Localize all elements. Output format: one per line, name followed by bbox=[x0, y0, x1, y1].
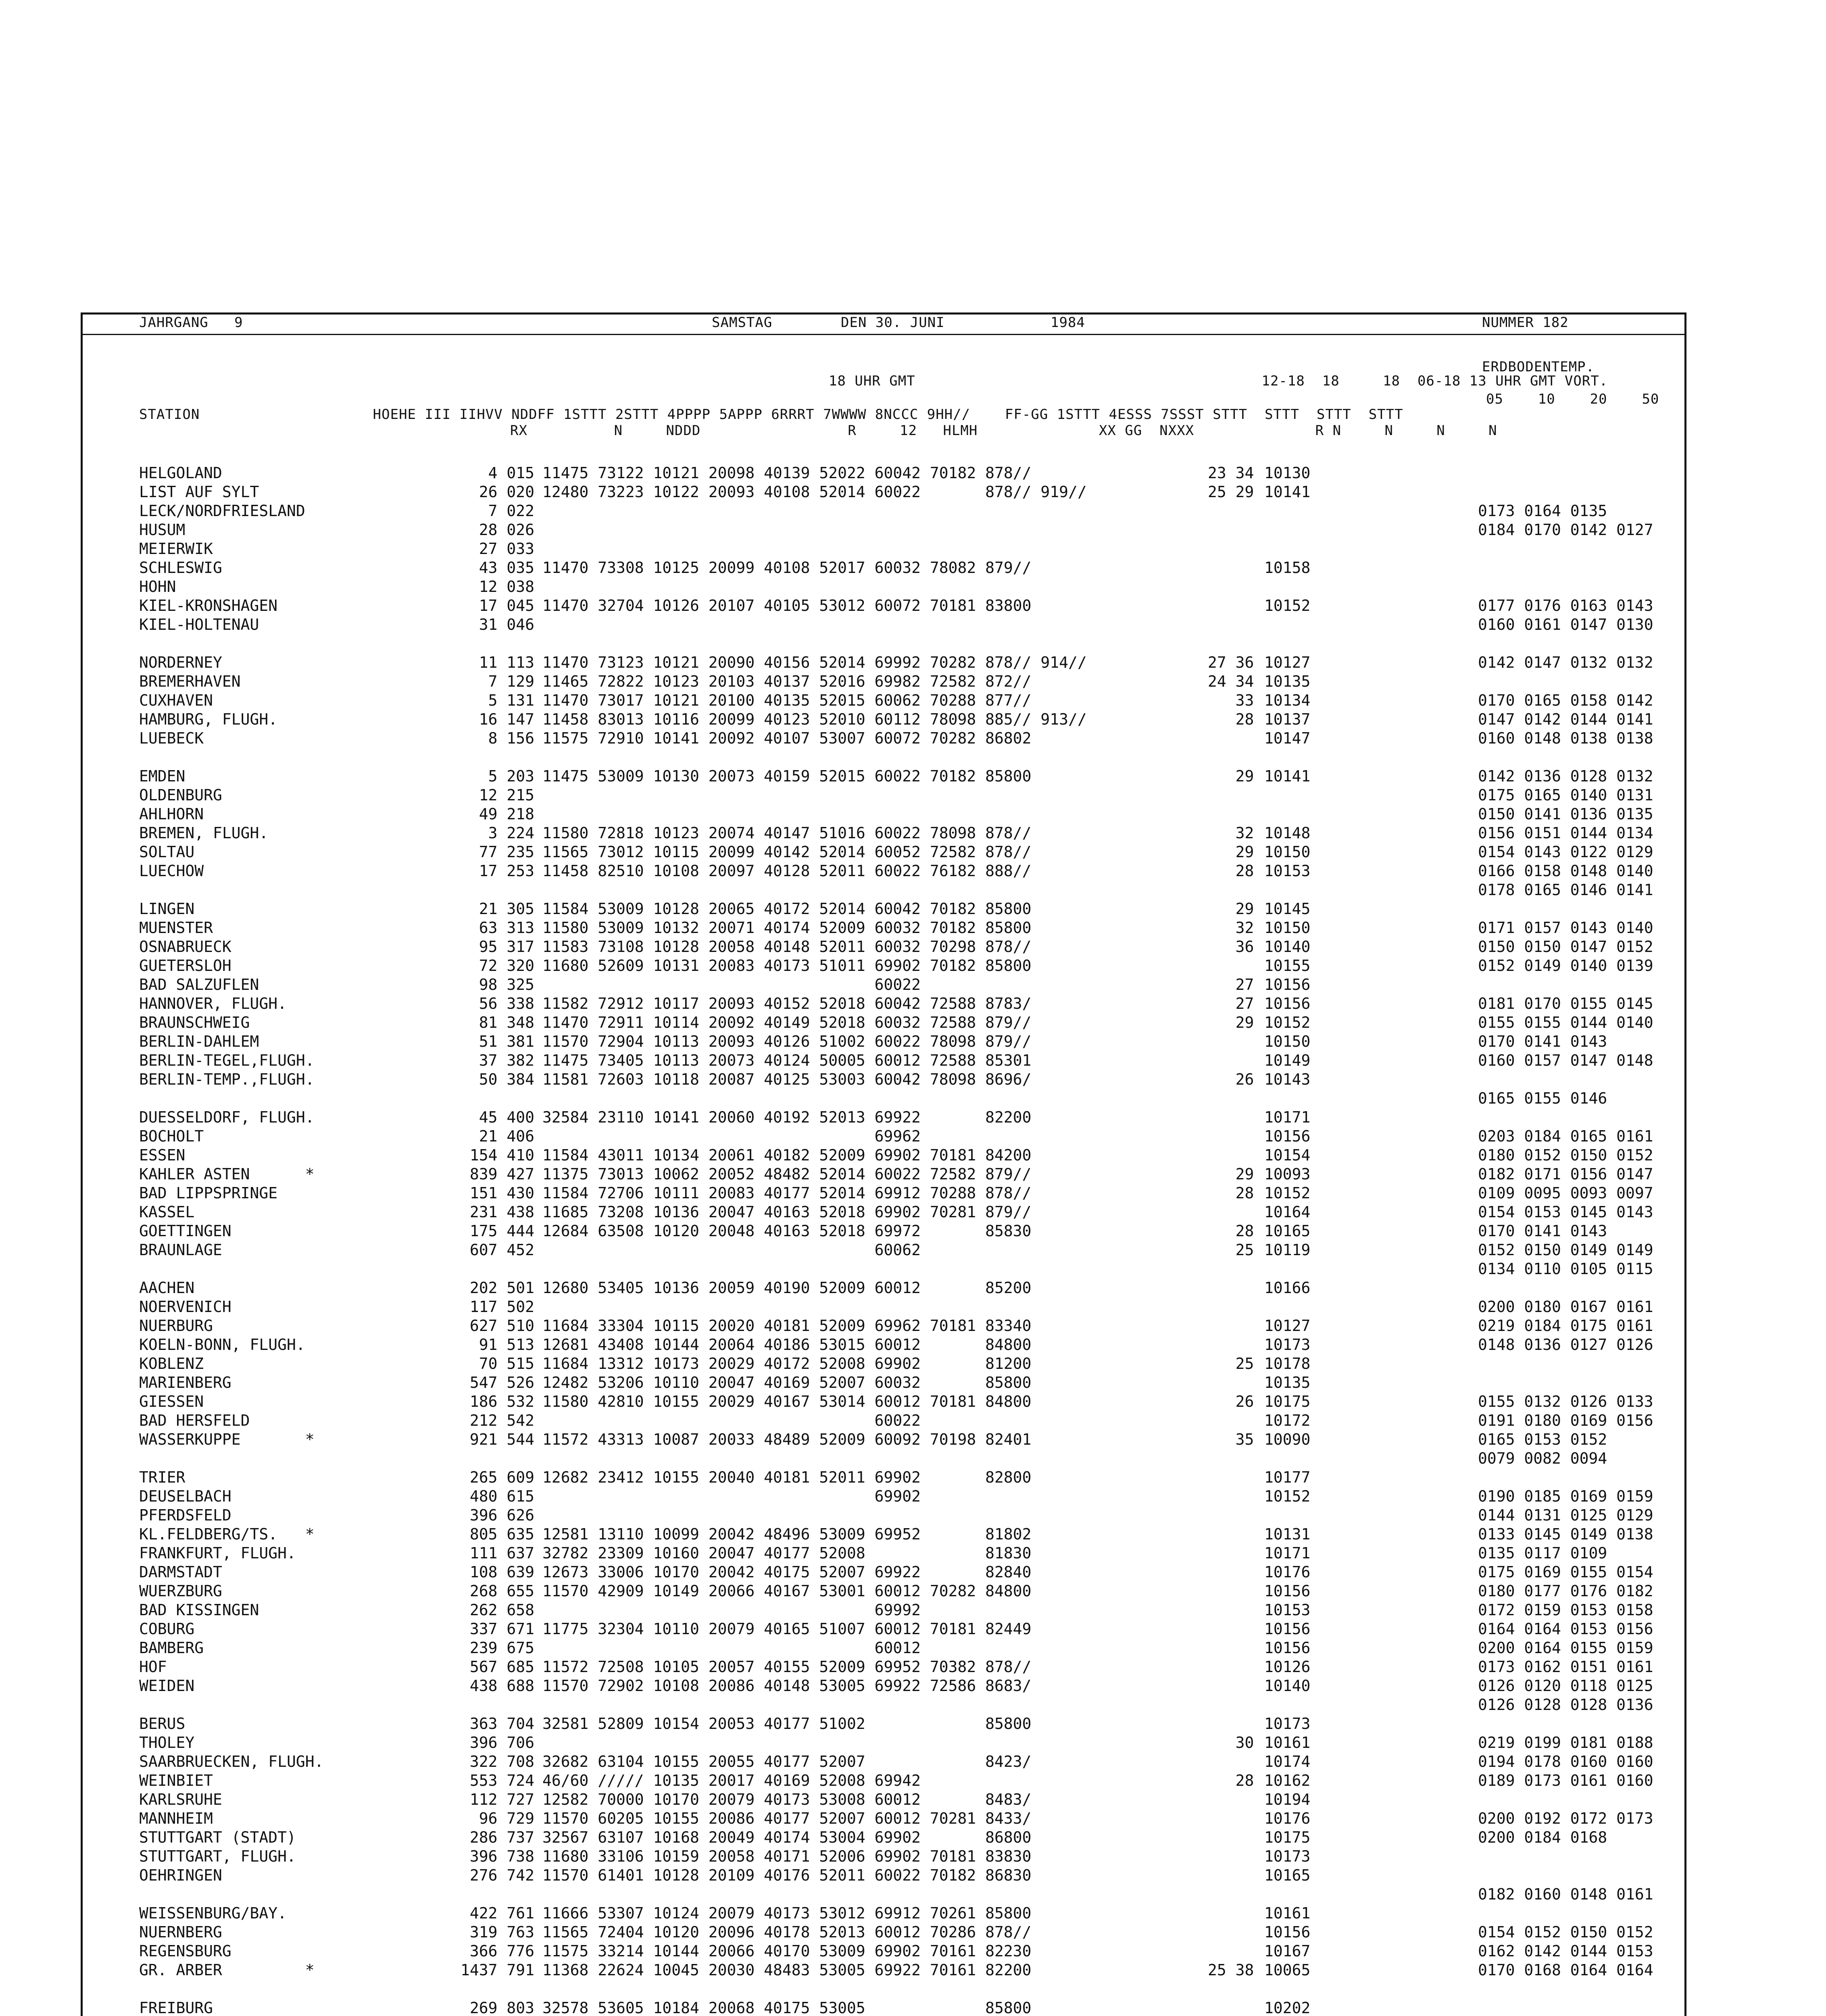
jahrgang-label: JAHRGANG 9 bbox=[139, 314, 243, 331]
column-codes-header: STATION HOEHE III IIHVV NDDFF 1STTT 2STTT 4PPPP 5APPP 6RRRT 7WWWW 8NCCC 9HH// FF-GG 1STTT 4ESSS 7SSST STTT STTT STTT STTT bbox=[139, 406, 1403, 423]
weekday-label: SAMSTAG bbox=[712, 314, 773, 331]
station-names: HELGOLAND LIST AUF SYLT LECK/NORDFRIESLAND HUSUM MEIERWIK SCHLESWIG HOHN KIEL-KRONSHAGEN KIEL-HOLTENAU NORDERNEY BREMERHAVEN CUXHAVEN HAMBURG, FLUGH. LUEBECK EMDEN OLDENBURG AHLHORN BREMEN, FLUGH. SOLTAU LUECHOW LINGEN MUENSTER OSNABRUECK GUETERSLOH BAD SALZUFLEN HANNOVER, FLUGH. BRAUNSCHWEIG BERLIN-DAHLEM BERLIN-TEGEL,FLUGH. BERLIN-TEMP.,FLUGH. DUESSELDORF, FLUGH. BOCHOLT ESSEN KAHLER ASTEN * BAD LIPPSPRINGE KASSEL GOETTINGEN BRAUNLAGE AACHEN NOERVENICH NUERBURG KOELN-BONN, FLUGH. KOBLENZ MARIENBERG GIESSEN BAD HERSFELD WASSERKUPPE * TRIER DEUSELBACH PFERDSFELD KL.FELDBERG/TS. * FRANKFURT, FLUGH. DARMSTADT WUERZBURG BAD KISSINGEN COBURG BAMBERG HOF WEIDEN BERUS THOLEY SAARBRUECKEN, FLUGH. WEINBIET KARLSRUHE MANNHEIM STUTTGART (STADT) STUTTGART, FLUGH. OEHRINGEN WEISSENBURG/BAY. NUERNBERG REGENSBURG GR. ARBER * FREIBURG bbox=[139, 464, 324, 2016]
date-label: DEN 30. JUNI bbox=[841, 314, 945, 331]
hoehe-column: 4 015 26 020 7 022 28 026 27 033 43 035 12 038 17 045 31 046 11 113 7 129 5 131 16 147 8 156 5 203 12 215 49 218 3 224 77 235 17 253 21 305 63 313 95 317 72 320 98 325 56 338 81 348 51 381 37 382 50 384 45 400 21 406 154 410 839 427 151 430 231 438 175 444 607 452 202 501 117 502 627 510 91 513 70 515 547 526 186 532 212 542 921 544 265 609 480 615 396 626 805 635 111 637 108 639 268 655 262 658 337 671 239 675 567 685 438 688 363 704 396 706 322 708 553 724 112 727 96 729 286 737 396 738 276 742 422 761 319 763 366 776 1437 791 269 803 bbox=[460, 464, 534, 2016]
column-units-header: RX N NDDD R 12 HLMH XX GG NXXX R N N N N bbox=[510, 423, 1497, 439]
snow-column bbox=[1313, 464, 1359, 2016]
wind-gust-column: 23 34 25 29 27 36 24 34 33 28 29 32 29 28 29 32 36 27 27 29 26 29 28 28 25 25 26 35 30 28 25 38 bbox=[1208, 464, 1254, 1979]
tmax-column: 10130 10141 10158 10152 10127 10135 10134 10137 10147 10141 10148 10150 10153 10145 10150 10140 10155 10156 10156 10152 10150 10149 10143 10171 10156 10154 10093 10152 10164 10165 10119 10166 10127 10173 10178 10135 10175 10172 10090 10177 10152 10131 10171 10176 10156 10153 10156 10156 10126 10140 10173 10161 10174 10162 10194 10176 10175 10173 10165 10161 10156 10167 10065 10202 bbox=[1264, 464, 1311, 2016]
issue-number: NUMMER 182 bbox=[1482, 314, 1569, 331]
soil-temp-title: ERDBODENTEMP. bbox=[1482, 359, 1595, 375]
synop-groups: 11475 73122 10121 20098 40139 52022 60042 70182 878// 12480 73223 10122 20093 40108 52014 60022 878// 919// 11470 73308 10125 20099 40108 52017 60032 78082 879// 11470 32704 10126 20107 40105 53012 60072 70181 83800 11470 73123 10121 20090 40156 52014 69992 70282 878// 914// 11465 72822 10123 20103 40137 52016 69982 72582 872// 11470 73017 10121 20100 40135 52015 60062 70288 877// 11458 83013 10116 20099 40123 52010 60112 78098 885// 913// 11575 72910 10141 20092 40107 53007 60072 70282 86802 11475 53009 10130 20073 40159 52015 60022 70182 85800 11580 72818 10123 20074 40147 51016 60022 78098 878// 11565 73012 10115 20099 40142 52014 60052 72582 878// 11458 82510 10108 20097 40128 52011 60022 76182 888// 11584 53009 10128 20065 40172 52014 60042 70182 85800 11580 53009 10132 20071 40174 52009 60032 70182 85800 11583 73108 10128 20058 40148 52011 60032 70298 878// 11680 52609 10131 20083 40173 51011 69902 70182 85800 60022 11582 72912 10117 20093 40152 52018 60042 72588 8783/ 11470 72911 10114 20092 40149 52018 60032 72588 879// 11570 72904 10113 20093 40126 51002 60022 78098 879// 11475 73405 10113 20073 40124 50005 60012 72588 85301 11581 72603 10118 20087 40125 53003 60042 78098 8696/ 32584 23110 10141 20060 40192 52013 69922 82200 69962 11584 43011 10134 20061 40182 52009 69902 70181 84200 11375 73013 10062 20052 48482 52014 60022 72582 879// 11584 72706 10111 20083 40177 52014 69912 70288 878// 11685 73208 10136 20047 40163 52018 69902 70281 879// 12684 63508 10120 20048 40163 52018 69972 85830 60062 12680 53405 10136 20059 40190 52009 60012 85200 11684 33304 10115 20020 40181 52009 69962 70181 83340 12681 43408 10144 20064 40186 53015 60012 84800 11684 13312 10173 20029 40172 52008 69902 81200 12482 53206 10110 20047 40169 52007 60032 85800 11580 42810 10155 20029 40167 53014 60012 70181 84800 60022 11572 43313 10087 20033 48489 52009 60092 70198 82401 12682 23412 10155 20040 40181 52011 69902 82800 69902 12581 13110 10099 20042 48496 53009 69952 81802 32782 23309 10160 20047 40177 52008 81830 12673 33006 10170 20042 40175 52007 69922 82840 11570 42909 10149 20066 40167 53001 60012 70282 84800 69992 11775 32304 10110 20079 40165 51007 60012 70181 82449 60012 11572 72508 10105 20057 40155 52009 69952 70382 878// 11570 72902 10108 20086 40148 53005 69922 72586 8683/ 32581 52809 10154 20053 40177 51002 85800 32682 63104 10155 20055 40177 52007 8423/ 46/60 ///// 10135 20017 40169 52008 69942 12582 70000 10170 20079 40173 53008 60012 8483/ 11570 60205 10155 20086 40177 52007 60012 70281 8433/ 32567 63107 10168 20049 40174 53004 69902 86800 11680 33106 10159 20058 40171 52006 69902 70181 83830 11570 61401 10128 20109 40176 52011 60022 70182 86830 11666 53307 10124 20079 40173 53012 69912 70261 85800 11565 72404 10120 20096 40178 52013 60012 70286 878// 11575 33214 10144 20066 40170 53009 69902 70161 82230 11368 22624 10045 20030 48483 53005 69922 70161 82200 32578 53605 10184 20068 40175 53005 85800 bbox=[542, 464, 1087, 2016]
weather-table bbox=[81, 312, 1686, 2016]
header-rule bbox=[83, 334, 1684, 335]
depth-header: 05 10 20 50 bbox=[1486, 391, 1659, 407]
year-label: 1984 bbox=[1051, 314, 1085, 331]
soil-temp-column: 0173 0164 0135 0184 0170 0142 0127 0177 0176 0163 0143 0160 0161 0147 0130 0142 0147 0132 0132 0170 0165 0158 0142 0147 0142 0144 0141 0160 0148 0138 0138 0142 0136 0128 0132 0175 0165 0140 0131 0150 0141 0136 0135 0156 0151 0144 0134 0154 0143 0122 0129 0166 0158 0148 0140 0178 0165 0146 0141 0171 0157 0143 0140 0150 0150 0147 0152 0152 0149 0140 0139 0181 0170 0155 0145 0155 0155 0144 0140 0170 0141 0143 0160 0157 0147 0148 0165 0155 0146 0203 0184 0165 0161 0180 0152 0150 0152 0182 0171 0156 0147 0109 0095 0093 0097 0154 0153 0145 0143 0170 0141 0143 0152 0150 0149 0149 0134 0110 0105 0115 0200 0180 0167 0161 0219 0184 0175 0161 0148 0136 0127 0126 0155 0132 0126 0133 0191 0180 0169 0156 0165 0153 0152 0079 0082 0094 0190 0185 0169 0159 0144 0131 0125 0129 0133 0145 0149 0138 0135 0117 0109 0175 0169 0155 0154 0180 0177 0176 0182 0172 0159 0153 0158 0164 0164 0153 0156 0200 0164 0155 0159 0173 0162 0151 0161 0126 0120 0118 0125 0126 0128 0128 0136 0219 0199 0181 0188 0194 0178 0160 0160 0189 0173 0161 0160 0200 0192 0172 0173 0200 0184 0168 0182 0160 0148 0161 0154 0152 0150 0152 0162 0142 0144 0153 0170 0168 0164 0164 bbox=[1478, 502, 1653, 1979]
time-header: 18 UHR GMT 12-18 18 18 06-18 13 UHR GMT VORT. bbox=[829, 373, 1608, 389]
